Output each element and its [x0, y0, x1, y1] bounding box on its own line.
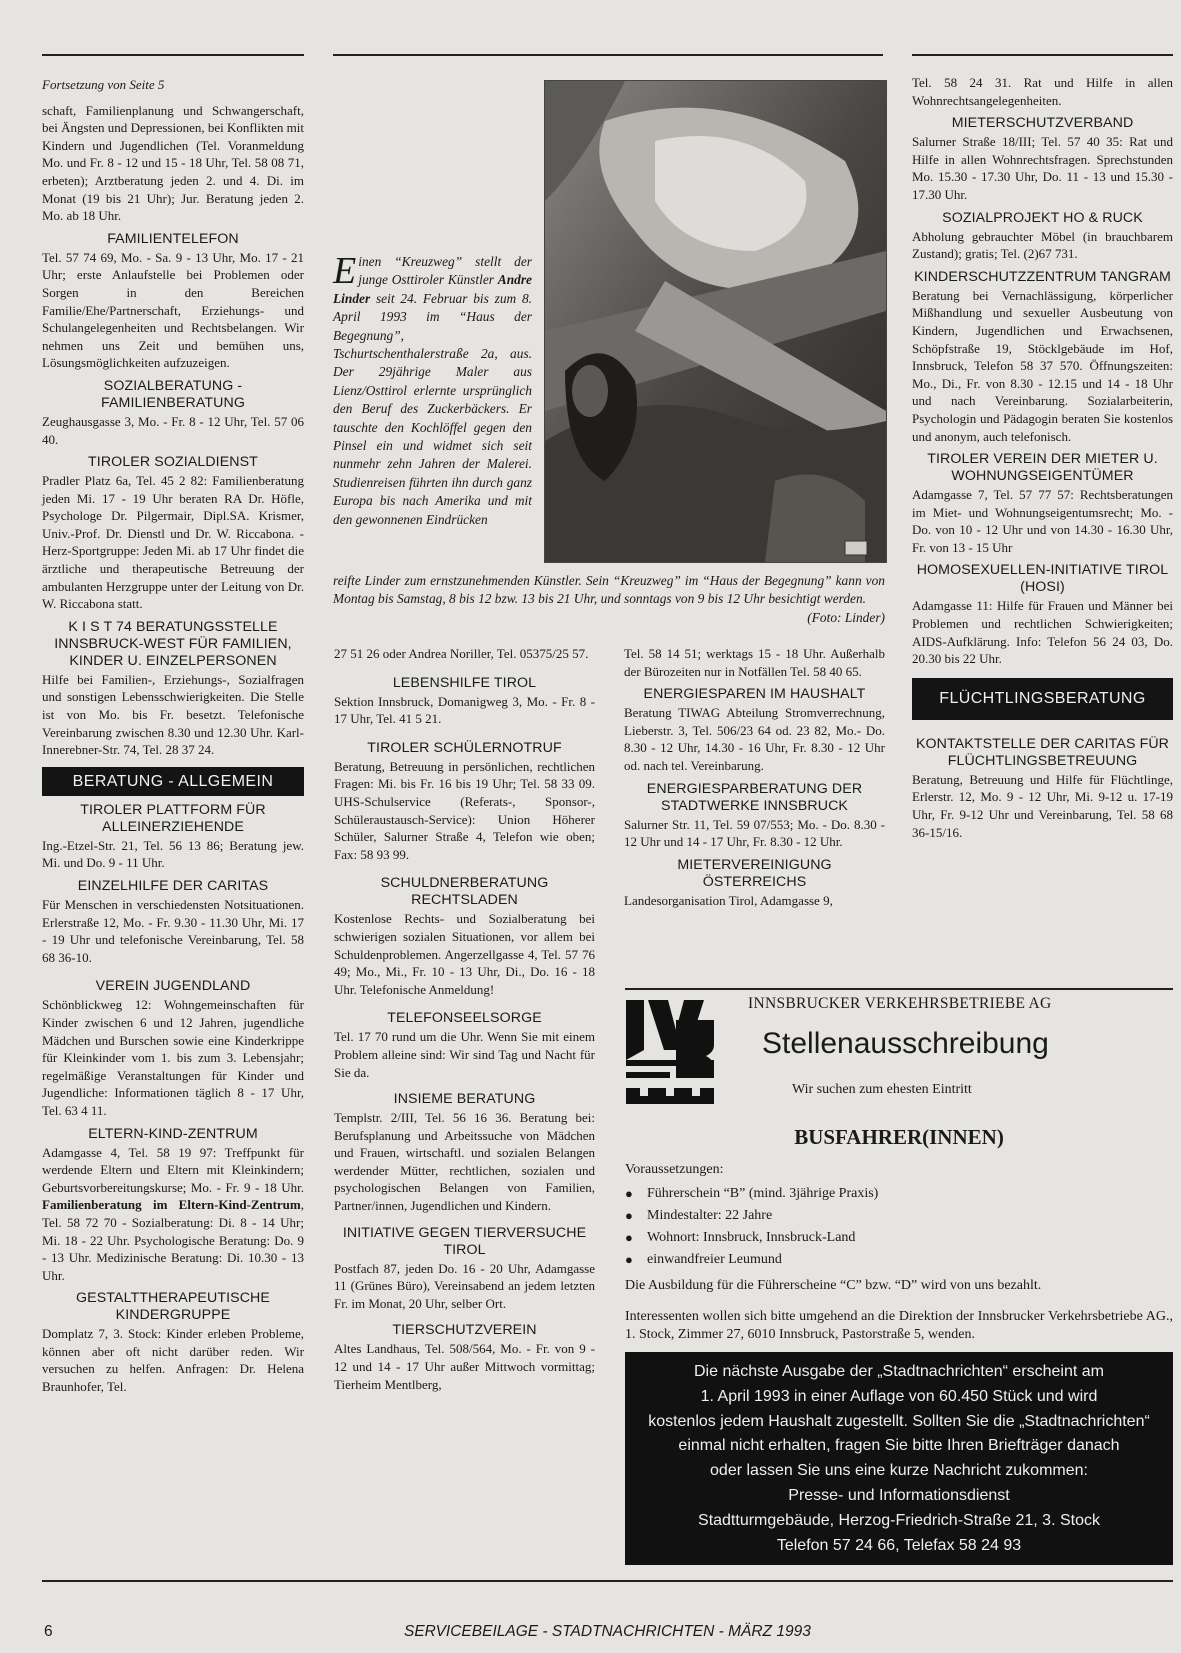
ad-training: Die Ausbildung für die Führerscheine “C” bzw. “D” wird von uns bezahlt.: [625, 1278, 1042, 1293]
ad-job-title: BUSFAHRER(INNEN): [794, 1125, 1004, 1149]
section-text: Domplatz 7, 3. Stock: Kinder erleben Probleme, können aber oft nicht darüber reden. Wir versuchen zu helfen. Anfragen: Dr. Helena Braunhofer, Tel.: [42, 1326, 304, 1395]
footer-title: SERVICEBEILAGE - STADTNACHRICHTEN - MÄRZ 1993: [404, 1623, 811, 1640]
artist-name: Andre Linder: [333, 272, 532, 306]
section-text: Tel. 17 70 rund um die Uhr. Wenn Sie mit einem Problem alleine sind: Wir sind Tag und Nacht für Sie da.: [334, 1029, 595, 1080]
section-title: GESTALTTHERAPEUTISCHE KINDERGRUPPE: [76, 1290, 270, 1324]
column-3: [624, 645, 885, 909]
section-title: FAMILIENTELEFON: [107, 230, 239, 247]
section-title: TIROLER PLATTFORM FÜR ALLEINERZIEHENDE: [80, 801, 266, 835]
section-text: Beratung TIWAG Abteilung Stromverrechnung, Lieberstr. 3, Tel. 506/23 64 od. 23 82, Mo.- Do. 8.30 - 12 Uhr, 14.30 - 16 Uhr, Fr. 8.30 - 12 Uhr od. nach tel. Vereinbarung.: [624, 705, 885, 773]
section-title: INITIATIVE GEGEN TIERVERSUCHE TIROL: [342, 1224, 587, 1258]
column-4: [912, 74, 1173, 841]
section-title: SCHULDNERBERATUNG RECHTSLADEN: [380, 875, 549, 909]
section-bar-beratung: BERATUNG - ALLGEMEIN: [42, 767, 304, 796]
section-text: Schönblickweg 12: Wohngemeinschaften für Kinder zwischen 6 und 12 Jahren, jugendliche Mädchen und Burschen sowie eine Kinderkrippe für Kleinkinder vom 1. bis zum 3. Lebensjahr; regelmäßige Veranstaltungen für Kinder und Jugendliche: Informationen täglich 8 - 17 Uhr, Tel. 63 4 11.: [42, 997, 304, 1118]
section-title: HOMOSEXUELLEN-INITIATIVE TIROL (HOSI): [916, 562, 1169, 596]
ad-requirement: ● Wohnort: Innsbruck, Innsbruck-Land: [625, 1228, 1173, 1248]
notice-line: oder lassen Sie uns eine kurze Nachricht zukommen:: [710, 1462, 1088, 1480]
section-title: VEREIN JUGENDLAND: [95, 978, 251, 995]
painting-kreuzweg: [544, 80, 887, 563]
section-title: LEBENSHILFE TIROL: [392, 674, 537, 691]
top-rule-left: [42, 54, 304, 56]
photo-caption: Einen “Kreuzweg” stellt der junge Osttiroler Künstler Andre Linder seit 24. Februar bis zum 8. April 1993 im “Haus der Begegnung”, Tschurtschenthalerstraße 2a, aus. Der 29jährige Maler aus Lienz/Osttirol erlernte ursprünglich den Beruf des Zuckerbäckers. Er tauschte den Kochlöffel gegen den Pinsel ein und widmet sich seit nunmehr zehn Jahren der Malerei. Studienreisen führten ihn durch ganz Europa bis nach Amerika und mit den gewonnenen Eindrücken: [333, 250, 532, 527]
section-text: Beratung, Betreuung und Hilfe für Flüchtlinge, Erlerstr. 12, Mo. 9 - 12 Uhr, Mi. 9-12 u. 17-19 Uhr, Fr. 9-12 Uhr und Vereinbarung, Tel. 58 68 36-15/16.: [912, 771, 1173, 840]
section-text: Hilfe bei Familien-, Erziehungs-, Sozialfragen und sonstigen Lebensschwierigkeiten. Die Stelle ist von Mo. bis Fr. besetzt. Telefonische Vereinbarung zwischen 8.30 und 12.30 Uhr. Karl-Innerebner-Str. 74, Tel. 28 37 24.: [42, 671, 304, 758]
section-title: EINZELHILFE DER CARITAS: [77, 878, 269, 894]
top-rule-right: [912, 54, 1173, 56]
section-title: MIETERSCHUTZVERBAND: [951, 115, 1134, 132]
section-title: TIROLER SCHÜLERNOTRUF: [367, 739, 562, 756]
ad-requirement: ● einwandfreier Leumund: [625, 1250, 1173, 1270]
section-text: Beratung, Betreuung in persönlichen, rechtlichen Fragen: Mi. bis Fr. 16 bis 19 Uhr; Tel. 58 33 09. UHS-Schulservice (Referats-, Sponsor-, Schüleraustausch-Service): Union Höherer Schüler, Salurner Straße 4, Telefon wie oben; Fax: 58 93 99.: [334, 758, 595, 862]
section-text: Tel. 57 74 69, Mo. - Sa. 9 - 13 Uhr, Mo. 17 - 21 Uhr; erste Anlaufstelle bei Problemen oder Sorgen in den Bereichen Familie/Ehe/Partnerschaft, Erziehungs- und Schulangelegenheiten und Rechtsbelangen. Wir nehmen uns Zeit und bemühen uns, Lösungsmöglichkeiten aufzuzeigen.: [42, 249, 304, 371]
ad-headline: Stellenausschreibung: [762, 1027, 1049, 1060]
ad-company: INNSBRUCKER VERKEHRSBETRIEBE AG: [748, 995, 1052, 1012]
notice-line: Die nächste Ausgabe der „Stadtnachrichten“ erscheint am: [693, 1363, 1104, 1380]
notice-line: Presse- und Informationsdienst: [788, 1486, 1010, 1504]
section-text: Abholung gebrauchter Möbel (in brauchbarem Zustand); gratis; Tel. (2)67 731.: [912, 228, 1173, 262]
section-text: Adamgasse 11: Hilfe für Frauen und Männer bei Problemen und rechtlichen Schwierigkeiten; AIDS-Aufklärung. Info: Telefon 56 24 03, Do. 20.30 bis 22 Uhr.: [912, 598, 1173, 667]
section-text: Sektion Innsbruck, Domanigweg 3, Mo. - Fr. 8 - 17 Uhr, Tel. 41 5 21.: [334, 693, 595, 727]
section-text: Salurner Straße 18/III; Tel. 57 40 35: Rat und Hilfe in allen Wohnrechtsfragen. Sprechstunden Mo. 15.30 - 17.30 Uhr, Do. 11 - 13 und 15.30 - 17.30 Uhr.: [912, 134, 1173, 202]
section-title: ELTERN-KIND-ZENTRUM: [88, 1125, 258, 1142]
ad-requirements-label: Voraussetzungen:: [625, 1162, 724, 1177]
ad-requirement: ● Führerschein “B” (mind. 3jährige Praxis): [625, 1184, 1173, 1204]
section-text: Adamgasse 7, Tel. 57 77 57: Rechtsberatungen im Miet- und Wohnungseigentumsrecht; Mo. - Do. von 10 - 12 Uhr und von 14.30 - 16.30 Uhr, Fr. von 13 - 15 Uhr: [912, 487, 1173, 555]
section-title: INSIEME BERATUNG: [393, 1091, 536, 1108]
ad-top-rule: [625, 988, 1173, 990]
ad-contact: Interessenten wollen sich bitte umgehend an die Direktion der Innsbrucker Verkehrsbetriebe AG., 1. Stock, Zimmer 27, 6010 Innsbruck, Pastorstraße 5, wenden.: [625, 1309, 1173, 1342]
section-text: Kostenlose Rechts- und Sozialberatung bei schwierigen sozialen Situationen, vor allem bei Schuldenproblemen. Angerzellgasse 4, Tel. 57 76 49; Mo., Mi., Fr. 10 - 13 Uhr, Di., Do. 16 - 18 Uhr. Telefonische Anmeldung!: [334, 911, 595, 997]
notice-line: Stadtturmgebäude, Herzog-Friedrich-Straße 21, 3. Stock: [698, 1511, 1100, 1529]
section-title: TIERSCHUTZVEREIN: [392, 1322, 537, 1339]
col1-intro: schaft, Familienplanung und Schwangerschaft, bei Ängsten und Depressionen, bei Konflikten mit Kindern und Jugendlichen (Tel. Voranmeldung Mo. und Fr. 8 - 12 und 15 - 18 Uhr, Tel. 58 08 71, erbeten); Arztberatung jeden 2. und 4. Di. im Monat (19 bis 21 Uhr); Jur. Beratung jeden 2. Mo. ab 18 Uhr.: [42, 102, 304, 224]
section-title: TELEFONSEELSORGE: [387, 1010, 542, 1027]
section-text: Altes Landhaus, Tel. 508/564, Mo. - Fr. von 9 - 12 und 14 - 17 Uhr außer Mittwoch vormittag; Tierheim Mentlberg,: [334, 1341, 595, 1392]
section-text: Postfach 87, jeden Do. 16 - 20 Uhr, Adamgasse 11 (Grünes Büro), Vereinsabend an jedem letzten Fr. im Monat, 20 Uhr, selber Ort.: [334, 1260, 595, 1311]
next-issue-notice: [625, 1352, 1173, 1565]
bottom-rule: [42, 1580, 1173, 1582]
section-title: ENERGIESPAREN IM HAUSHALT: [643, 686, 866, 703]
section-text: Salurner Str. 11, Tel. 59 07/553; Mo. - Do. 8.30 - 12 Uhr und 14 - 17 Uhr, Fr. 8.30 - 12 Uhr.: [624, 816, 885, 850]
section-text: Beratung bei Vernachlässigung, körperlicher Mißhandlung und sexueller Ausbeutung von Kindern, Jugendlichen und Erwachsenen, Schöpfstraße 19, Stöcklgebäude im Hof, Innsbruck, Telefon 58 37 570. Öffnungszeiten: Mo., Di., Fr. von 8.30 - 12.15 und 14 - 18 Uhr und nach Vereinbarung. Sozialarbeiterin, Psychologin und Pädagogin beraten Sie kostenlos und anonym, auch telefonisch.: [912, 287, 1173, 444]
ad-subline: Wir suchen zum ehesten Eintritt: [792, 1082, 972, 1097]
section-title: KONTAKTSTELLE DER CARITAS FÜR FLÜCHTLINGSBETREUUNG: [915, 735, 1170, 769]
notice-line: kostenlos jedem Haushalt zugestellt. Sollten Sie die „Stadtnachrichten“: [648, 1412, 1150, 1430]
section-text: Templstr. 2/III, Tel. 56 16 36. Beratung bei: Berufsplanung und Arbeitssuche von Mädchen und Frauen, wirtschaftl. und sozialen Belangen werdender Mütter, rechtlichen, sozialen und psychologischen Belangen von Familien, Partner/innen, Jugendlichen und Kindern.: [334, 1110, 595, 1214]
notice-line: Telefon 57 24 66, Telefax 58 24 93: [776, 1536, 1022, 1554]
section-title: MIETERVEREINIGUNG ÖSTERREICHS: [677, 856, 832, 890]
section-title: KINDERSCHUTZZENTRUM TANGRAM: [914, 268, 1171, 285]
ad-requirement: ● Mindestalter: 22 Jahre: [625, 1206, 1173, 1226]
section-text: Adamgasse 4, Tel. 58 19 97: Treffpunkt für werdende Eltern und Eltern mit Kleinkindern; Geburtsvorbereitungskurse; Mo. - Fr. 9 - 18 Uhr. Familienberatung im Eltern-Kind-Zentrum, Tel. 58 72 70 - Sozialberatung: Di. 8 - 14 Uhr; Mi. 18 - 22 Uhr. Psychologische Beratung: Do. 9 - 13 Uhr. Medizinische Beratung: Di. 10.30 - 13 Uhr.: [42, 1144, 304, 1283]
section-bar-fluechtlinge: FLÜCHTLINGSBERATUNG: [912, 678, 1173, 720]
ad-body: [625, 1160, 1173, 1344]
column-1: [42, 76, 304, 1396]
photo-credit: (Foto: Linder): [807, 609, 885, 625]
section-text: Landesorganisation Tirol, Adamgasse 9,: [624, 892, 833, 908]
column-2: [334, 645, 595, 1393]
section-title: SOZIALBERATUNG - FAMILIENBERATUNG: [100, 377, 246, 411]
photo-caption-wide: reifte Linder zum ernstzunehmenden Künstler. Sein “Kreuzweg” im “Haus der Begegnung” kann von Montag bis Samstag, 8 bis 12 bzw. 13 bis 21 Uhr, und sonntags von 9 bis 12 Uhr besichtigt werden. (Foto: Linder): [333, 572, 885, 627]
col4-intro: Tel. 58 24 31. Rat und Hilfe in allen Wohnrechtsangelegenheiten.: [912, 75, 1173, 108]
col3-intro: Tel. 58 14 51; werktags 15 - 18 Uhr. Außerhalb der Bürozeiten nur in Notfällen Tel. 58 40 65.: [624, 646, 885, 679]
section-title: SOZIALPROJEKT HO & RUCK: [942, 209, 1143, 226]
section-text: Für Menschen in verschiedensten Notsituationen. Erlerstraße 12, Mo. - Fr. 9.30 - 11.30 Uhr, Mi. 17 - 19 Uhr und telefonische Vereinbarung, Tel. 58 68 36-10.: [42, 897, 304, 965]
section-title: K I S T 74 BERATUNGSSTELLE INNSBRUCK-WEST FÜR FAMILIEN, KINDER U. EINZELPERSONEN: [54, 618, 292, 669]
section-title: TIROLER SOZIALDIENST: [88, 454, 258, 471]
section-text: Ing.-Etzel-Str. 21, Tel. 56 13 86; Beratung jew. Mi. und Do. 9 - 11 Uhr.: [42, 837, 304, 871]
col2-intro: 27 51 26 oder Andrea Noriller, Tel. 05375/25 57.: [334, 646, 589, 661]
continuation-note: Fortsetzung von Seite 5: [42, 77, 165, 92]
notice-line: einmal nicht erhalten, fragen Sie bitte Ihren Briefträger danach: [678, 1437, 1120, 1455]
section-title: TIROLER VEREIN DER MIETER U. WOHNUNGSEIGENTÜMER: [927, 451, 1158, 485]
top-rule-middle: [333, 54, 883, 56]
dropcap: E: [333, 250, 357, 292]
notice-line: 1. April 1993 in einer Auflage von 60.450 Stück und wird: [700, 1387, 1098, 1405]
bold-highlight: Familienberatung im Eltern-Kind-Zentrum: [42, 1197, 301, 1213]
section-text: Pradler Platz 6a, Tel. 45 2 82: Familienberatung jeden Mi. 17 - 19 Uhr beraten RA Dr. Höfle, Psychologe Dr. Pilgermair, Dipl.SA. Krismer, Univ.-Prof. Dr. Dienstl und Dr. W. Riccabona. - Herz-Sportgruppe: Jeden Mi. ab 17 Uhr findet die ärztliche und therapeutische Betreuung der ambulanten Herzgruppe unter der Leitung von Dr. W. Riccabona statt.: [42, 473, 304, 612]
ivb-logo: [626, 1000, 714, 1110]
section-text: Zeughausgasse 3, Mo. - Fr. 8 - 12 Uhr, Tel. 57 06 40.: [42, 413, 304, 447]
page-number: 6: [44, 1623, 53, 1640]
section-title: ENERGIESPARBERATUNG DER STADTWERKE INNSBRUCK: [646, 780, 863, 814]
